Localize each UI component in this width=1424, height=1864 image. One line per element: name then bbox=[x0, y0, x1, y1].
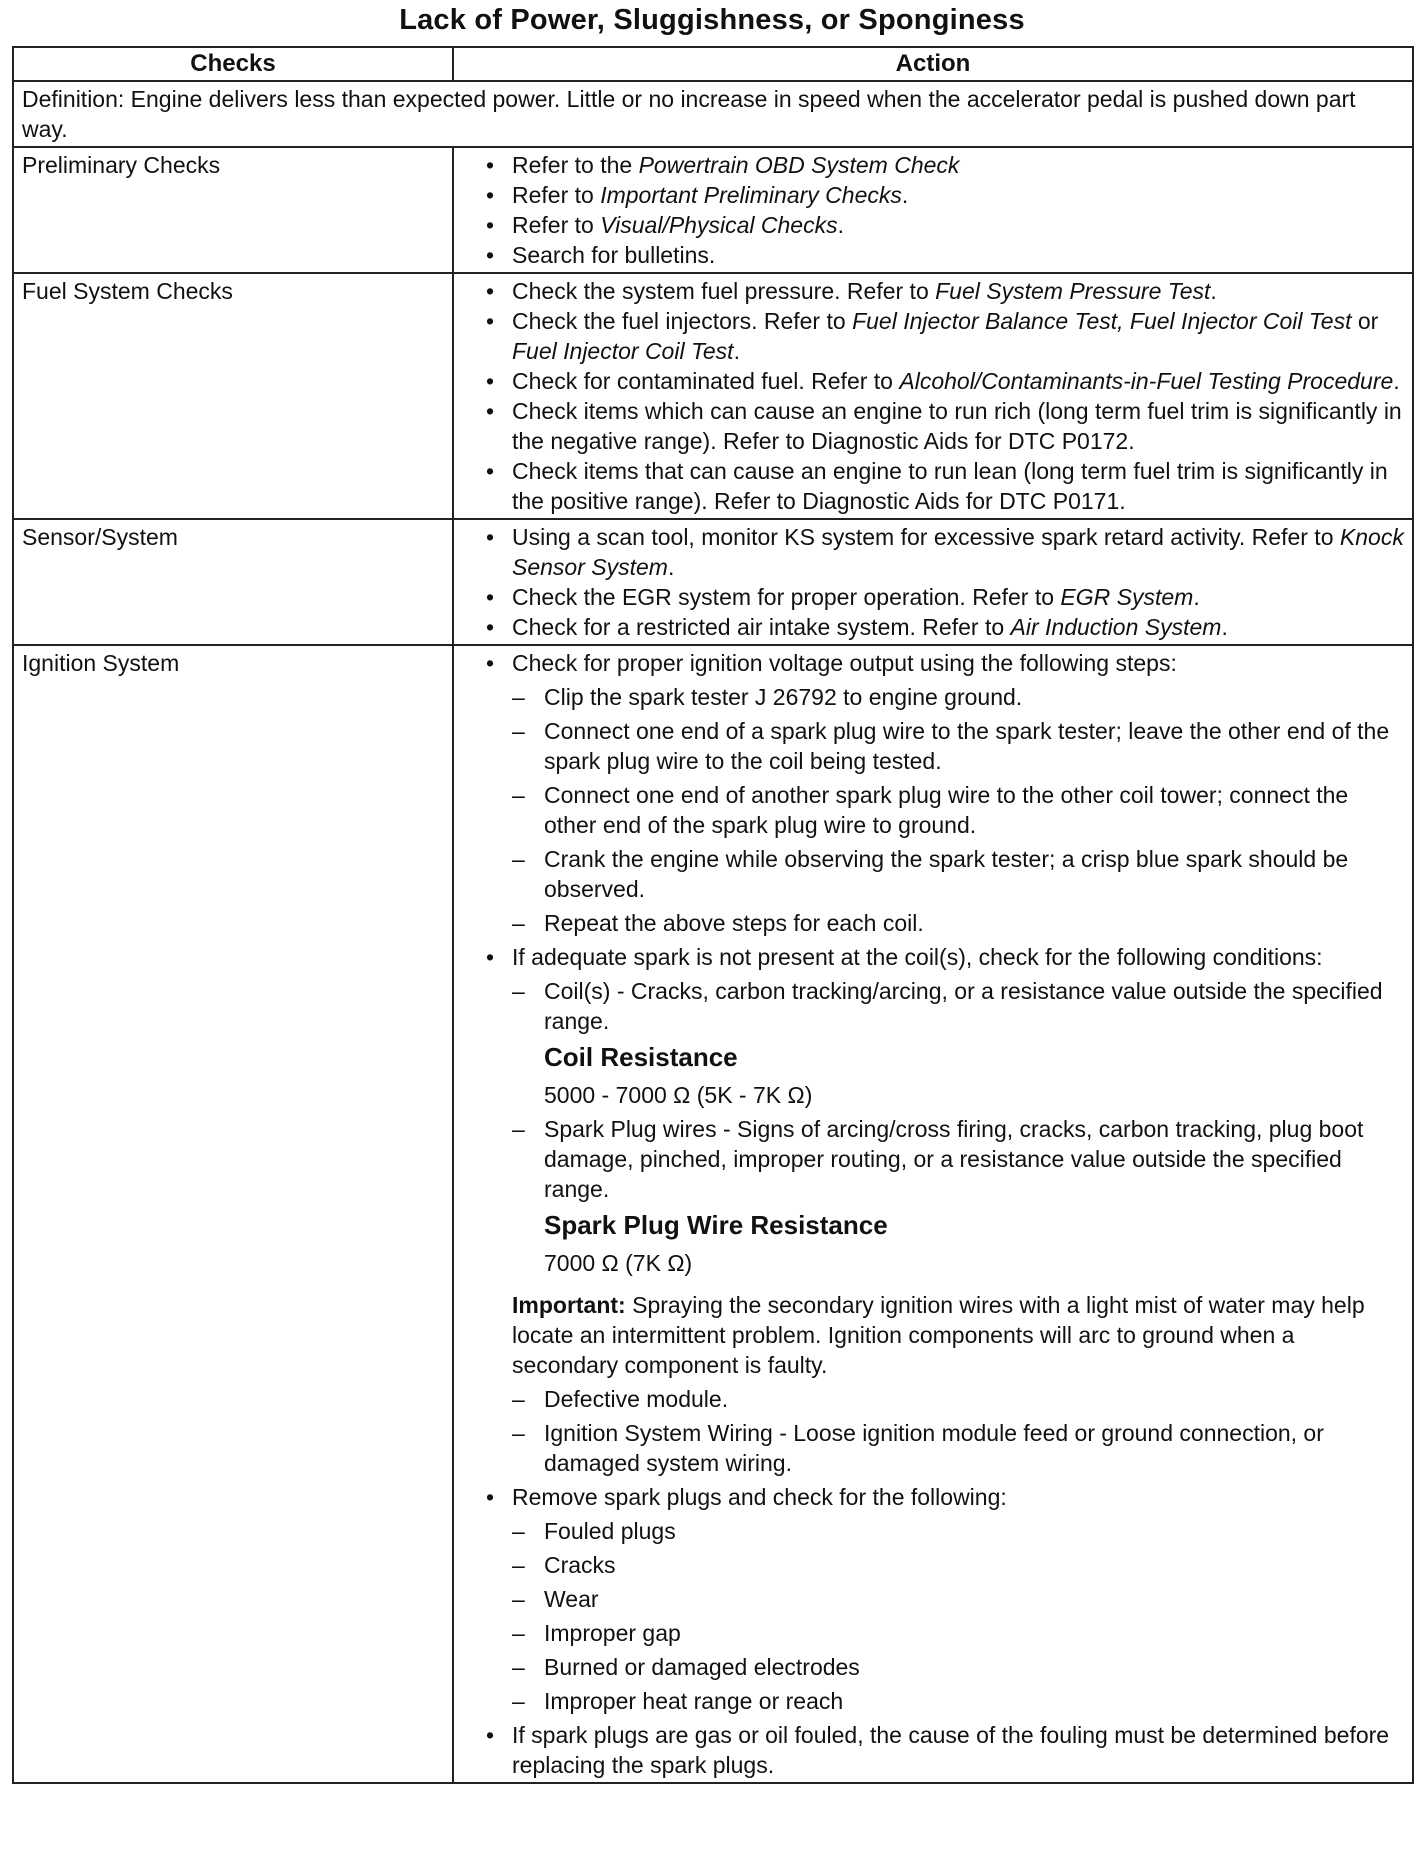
reference-link[interactable]: Alcohol/Contaminants-in-Fuel Testing Procedure bbox=[899, 368, 1394, 394]
bullet-icon: • bbox=[485, 278, 495, 304]
dash-icon: – bbox=[512, 910, 525, 936]
sub-list bbox=[512, 1384, 1404, 1478]
list-item bbox=[485, 1720, 1404, 1780]
dash-icon: – bbox=[512, 1688, 525, 1714]
item-text: Wear bbox=[544, 1586, 599, 1612]
sub-list bbox=[512, 1516, 1404, 1716]
page-title: Lack of Power, Sluggishness, or Sponginess bbox=[399, 4, 1025, 36]
item-text: Refer to bbox=[512, 212, 601, 238]
bullet-icon: • bbox=[485, 1484, 495, 1510]
dash-icon: – bbox=[512, 684, 525, 710]
sub-list-item bbox=[512, 1652, 1404, 1682]
bullet-icon: • bbox=[485, 1722, 495, 1748]
bullet-icon: • bbox=[485, 584, 495, 610]
list-item bbox=[485, 456, 1404, 516]
table-row bbox=[13, 645, 1413, 1783]
diagnostic-table bbox=[12, 46, 1414, 1784]
item-text: Check the fuel injectors. Refer to bbox=[512, 308, 853, 334]
dash-icon: – bbox=[512, 846, 525, 872]
action-cell bbox=[453, 519, 1413, 645]
dash-icon: – bbox=[512, 1518, 525, 1544]
item-text: Repeat the above steps for each coil. bbox=[544, 910, 924, 936]
item-text: Burned or damaged electrodes bbox=[544, 1654, 860, 1680]
coil-resistance-title: Coil Resistance bbox=[544, 1042, 738, 1072]
dash-icon: – bbox=[512, 1116, 525, 1142]
reference-link[interactable]: Air Induction System bbox=[1010, 614, 1222, 640]
sub-list-item bbox=[512, 1584, 1404, 1614]
reference-link[interactable]: Powertrain OBD System Check bbox=[638, 152, 960, 178]
list-item bbox=[485, 366, 1404, 396]
item-text: Connect one end of another spark plug wire to the other coil tower; connect the other end of the spark plug wire to ground. bbox=[544, 782, 1349, 838]
list-item bbox=[485, 306, 1404, 366]
list-item bbox=[485, 942, 1404, 1478]
sub-list-item bbox=[512, 908, 1404, 938]
dash-icon: – bbox=[512, 1420, 525, 1446]
item-text: Fouled plugs bbox=[544, 1518, 676, 1544]
item-text: Refer to the bbox=[512, 152, 639, 178]
bullet-icon: • bbox=[485, 614, 495, 640]
item-text: Check for a restricted air intake system. Refer to bbox=[512, 614, 1011, 640]
coil-resistance-value: 5000 - 7000 Ω (5K - 7K Ω) bbox=[544, 1082, 813, 1108]
sub-list-item bbox=[512, 682, 1404, 712]
check-preliminary: Preliminary Checks bbox=[13, 147, 453, 273]
item-text: . bbox=[733, 338, 740, 364]
dash-icon: – bbox=[512, 1552, 525, 1578]
important-note bbox=[512, 1290, 1404, 1380]
dash-icon: – bbox=[512, 1620, 525, 1646]
sub-list-item bbox=[512, 1516, 1404, 1546]
reference-link[interactable]: Visual/Physical Checks bbox=[600, 212, 838, 238]
item-text: Connect one end of a spark plug wire to the spark tester; leave the other end of the spark plug wire to the coil being tested. bbox=[544, 718, 1390, 774]
dash-icon: – bbox=[512, 1386, 525, 1412]
bullet-icon: • bbox=[485, 398, 495, 424]
table-row bbox=[13, 519, 1413, 645]
bullet-icon: • bbox=[485, 458, 495, 484]
dash-icon: – bbox=[512, 782, 525, 808]
bullet-icon: • bbox=[485, 524, 495, 550]
bullet-icon: • bbox=[485, 944, 495, 970]
sub-list-item bbox=[512, 844, 1404, 904]
item-text: Coil(s) - Cracks, carbon tracking/arcing, or a resistance value outside the specified range. bbox=[544, 978, 1383, 1034]
sub-list-item bbox=[512, 1618, 1404, 1648]
reference-link[interactable]: Knock Sensor System bbox=[512, 524, 1404, 580]
sub-list-item bbox=[512, 780, 1404, 840]
item-text: Spark Plug wires - Signs of arcing/cross firing, cracks, carbon tracking, plug boot damage, pinched, improper routing, or a resistance value outside the specified range. bbox=[544, 1116, 1364, 1202]
sub-list-item bbox=[512, 1550, 1404, 1580]
reference-link[interactable]: Important Preliminary Checks bbox=[600, 182, 902, 208]
list-item bbox=[485, 648, 1404, 938]
dash-icon: – bbox=[512, 718, 525, 744]
dash-icon: – bbox=[512, 1586, 525, 1612]
item-text: Check the EGR system for proper operation. Refer to bbox=[512, 584, 1061, 610]
item-text: Using a scan tool, monitor KS system for excessive spark retard activity. Refer to bbox=[512, 524, 1340, 550]
item-text: Clip the spark tester J 26792 to engine ground. bbox=[544, 684, 1023, 710]
sub-list-item bbox=[512, 1114, 1404, 1278]
action-cell bbox=[453, 147, 1413, 273]
sub-list bbox=[512, 682, 1404, 938]
table-header-row bbox=[13, 47, 1413, 81]
item-text: Remove spark plugs and check for the following: bbox=[512, 1484, 1007, 1510]
sub-list-item bbox=[512, 1384, 1404, 1414]
wire-resistance-value: 7000 Ω (7K Ω) bbox=[544, 1250, 693, 1276]
table-row bbox=[13, 147, 1413, 273]
item-text: Improper heat range or reach bbox=[544, 1688, 844, 1714]
item-text: Defective module. bbox=[544, 1386, 729, 1412]
action-cell bbox=[453, 273, 1413, 519]
dash-icon: – bbox=[512, 1654, 525, 1680]
definition-row bbox=[13, 81, 1413, 147]
item-text: Check for contaminated fuel. Refer to bbox=[512, 368, 900, 394]
item-text: Search for bulletins. bbox=[512, 242, 716, 268]
check-sensor-system: Sensor/System bbox=[13, 519, 453, 645]
item-text: Check the system fuel pressure. Refer to bbox=[512, 278, 936, 304]
bullet-icon: • bbox=[485, 242, 495, 268]
item-text: . bbox=[901, 182, 909, 208]
important-text: Spraying the secondary ignition wires with a light mist of water may help locate an intermittent problem. Ignition components will arc to ground when a secondary component is faulty. bbox=[512, 1292, 1365, 1378]
item-text: . bbox=[1221, 614, 1228, 640]
item-text: Check items which can cause an engine to run rich (long term fuel trim is significantly in the negative range). Refer to Diagnostic Aids for DTC P0172. bbox=[512, 398, 1402, 454]
list-item bbox=[485, 276, 1404, 306]
wire-resistance-title: Spark Plug Wire Resistance bbox=[544, 1210, 888, 1240]
item-text: Check items that can cause an engine to run lean (long term fuel trim is significantly in the positive range). Refer to Diagnostic Aids for DTC P0171. bbox=[512, 458, 1388, 514]
sub-list-item bbox=[512, 976, 1404, 1110]
item-text: Check for proper ignition voltage output using the following steps: bbox=[512, 650, 1177, 676]
reference-link[interactable]: Fuel Injector Coil Test bbox=[512, 338, 734, 364]
dash-icon: – bbox=[512, 978, 525, 1004]
bullet-icon: • bbox=[485, 650, 495, 676]
item-text: If spark plugs are gas or oil fouled, the cause of the fouling must be determined before replacing the spark plugs. bbox=[512, 1722, 1390, 1778]
sub-list-item bbox=[512, 1686, 1404, 1716]
list-item bbox=[485, 150, 1404, 180]
item-text: . bbox=[1393, 368, 1400, 394]
item-text: . bbox=[1210, 278, 1217, 304]
reference-link[interactable]: EGR System bbox=[1060, 584, 1194, 610]
list-item bbox=[485, 396, 1404, 456]
bullet-icon: • bbox=[485, 212, 495, 238]
reference-link[interactable]: Fuel Injector Balance Test, Fuel Injector Coil Test bbox=[852, 308, 1352, 334]
item-text: Improper gap bbox=[544, 1620, 681, 1646]
list-item bbox=[485, 180, 1404, 210]
check-fuel-system: Fuel System Checks bbox=[13, 273, 453, 519]
table-row bbox=[13, 273, 1413, 519]
list-item bbox=[485, 240, 1404, 270]
list-item bbox=[485, 612, 1404, 642]
item-text: Cracks bbox=[544, 1552, 616, 1578]
check-ignition-system: Ignition System bbox=[13, 645, 453, 1783]
sub-list bbox=[512, 976, 1404, 1278]
bullet-icon: • bbox=[485, 182, 495, 208]
list-item bbox=[485, 582, 1404, 612]
header-action: Action bbox=[453, 47, 1413, 81]
list-item bbox=[485, 1482, 1404, 1716]
item-text: Ignition System Wiring - Loose ignition module feed or ground connection, or damaged system wiring. bbox=[544, 1420, 1324, 1476]
bullet-icon: • bbox=[485, 368, 495, 394]
item-text: Crank the engine while observing the spark tester; a crisp blue spark should be observed. bbox=[544, 846, 1349, 902]
definition-text: Definition: Engine delivers less than expected power. Little or no increase in speed when the accelerator pedal is pushed down part way. bbox=[13, 81, 1413, 147]
item-text: or bbox=[1351, 308, 1379, 334]
bullet-icon: • bbox=[485, 152, 495, 178]
item-text: Refer to bbox=[512, 182, 601, 208]
important-label: Important: bbox=[512, 1292, 626, 1318]
header-checks: Checks bbox=[13, 47, 453, 81]
reference-link[interactable]: Fuel System Pressure Test bbox=[935, 278, 1211, 304]
bullet-icon: • bbox=[485, 308, 495, 334]
item-text: . bbox=[837, 212, 844, 238]
list-item bbox=[485, 522, 1404, 582]
sub-list-item bbox=[512, 716, 1404, 776]
item-text: . bbox=[667, 554, 675, 580]
list-item bbox=[485, 210, 1404, 240]
sub-list-item bbox=[512, 1418, 1404, 1478]
item-text: If adequate spark is not present at the coil(s), check for the following conditions: bbox=[512, 944, 1323, 970]
item-text: . bbox=[1193, 584, 1200, 610]
action-cell bbox=[453, 645, 1413, 1783]
